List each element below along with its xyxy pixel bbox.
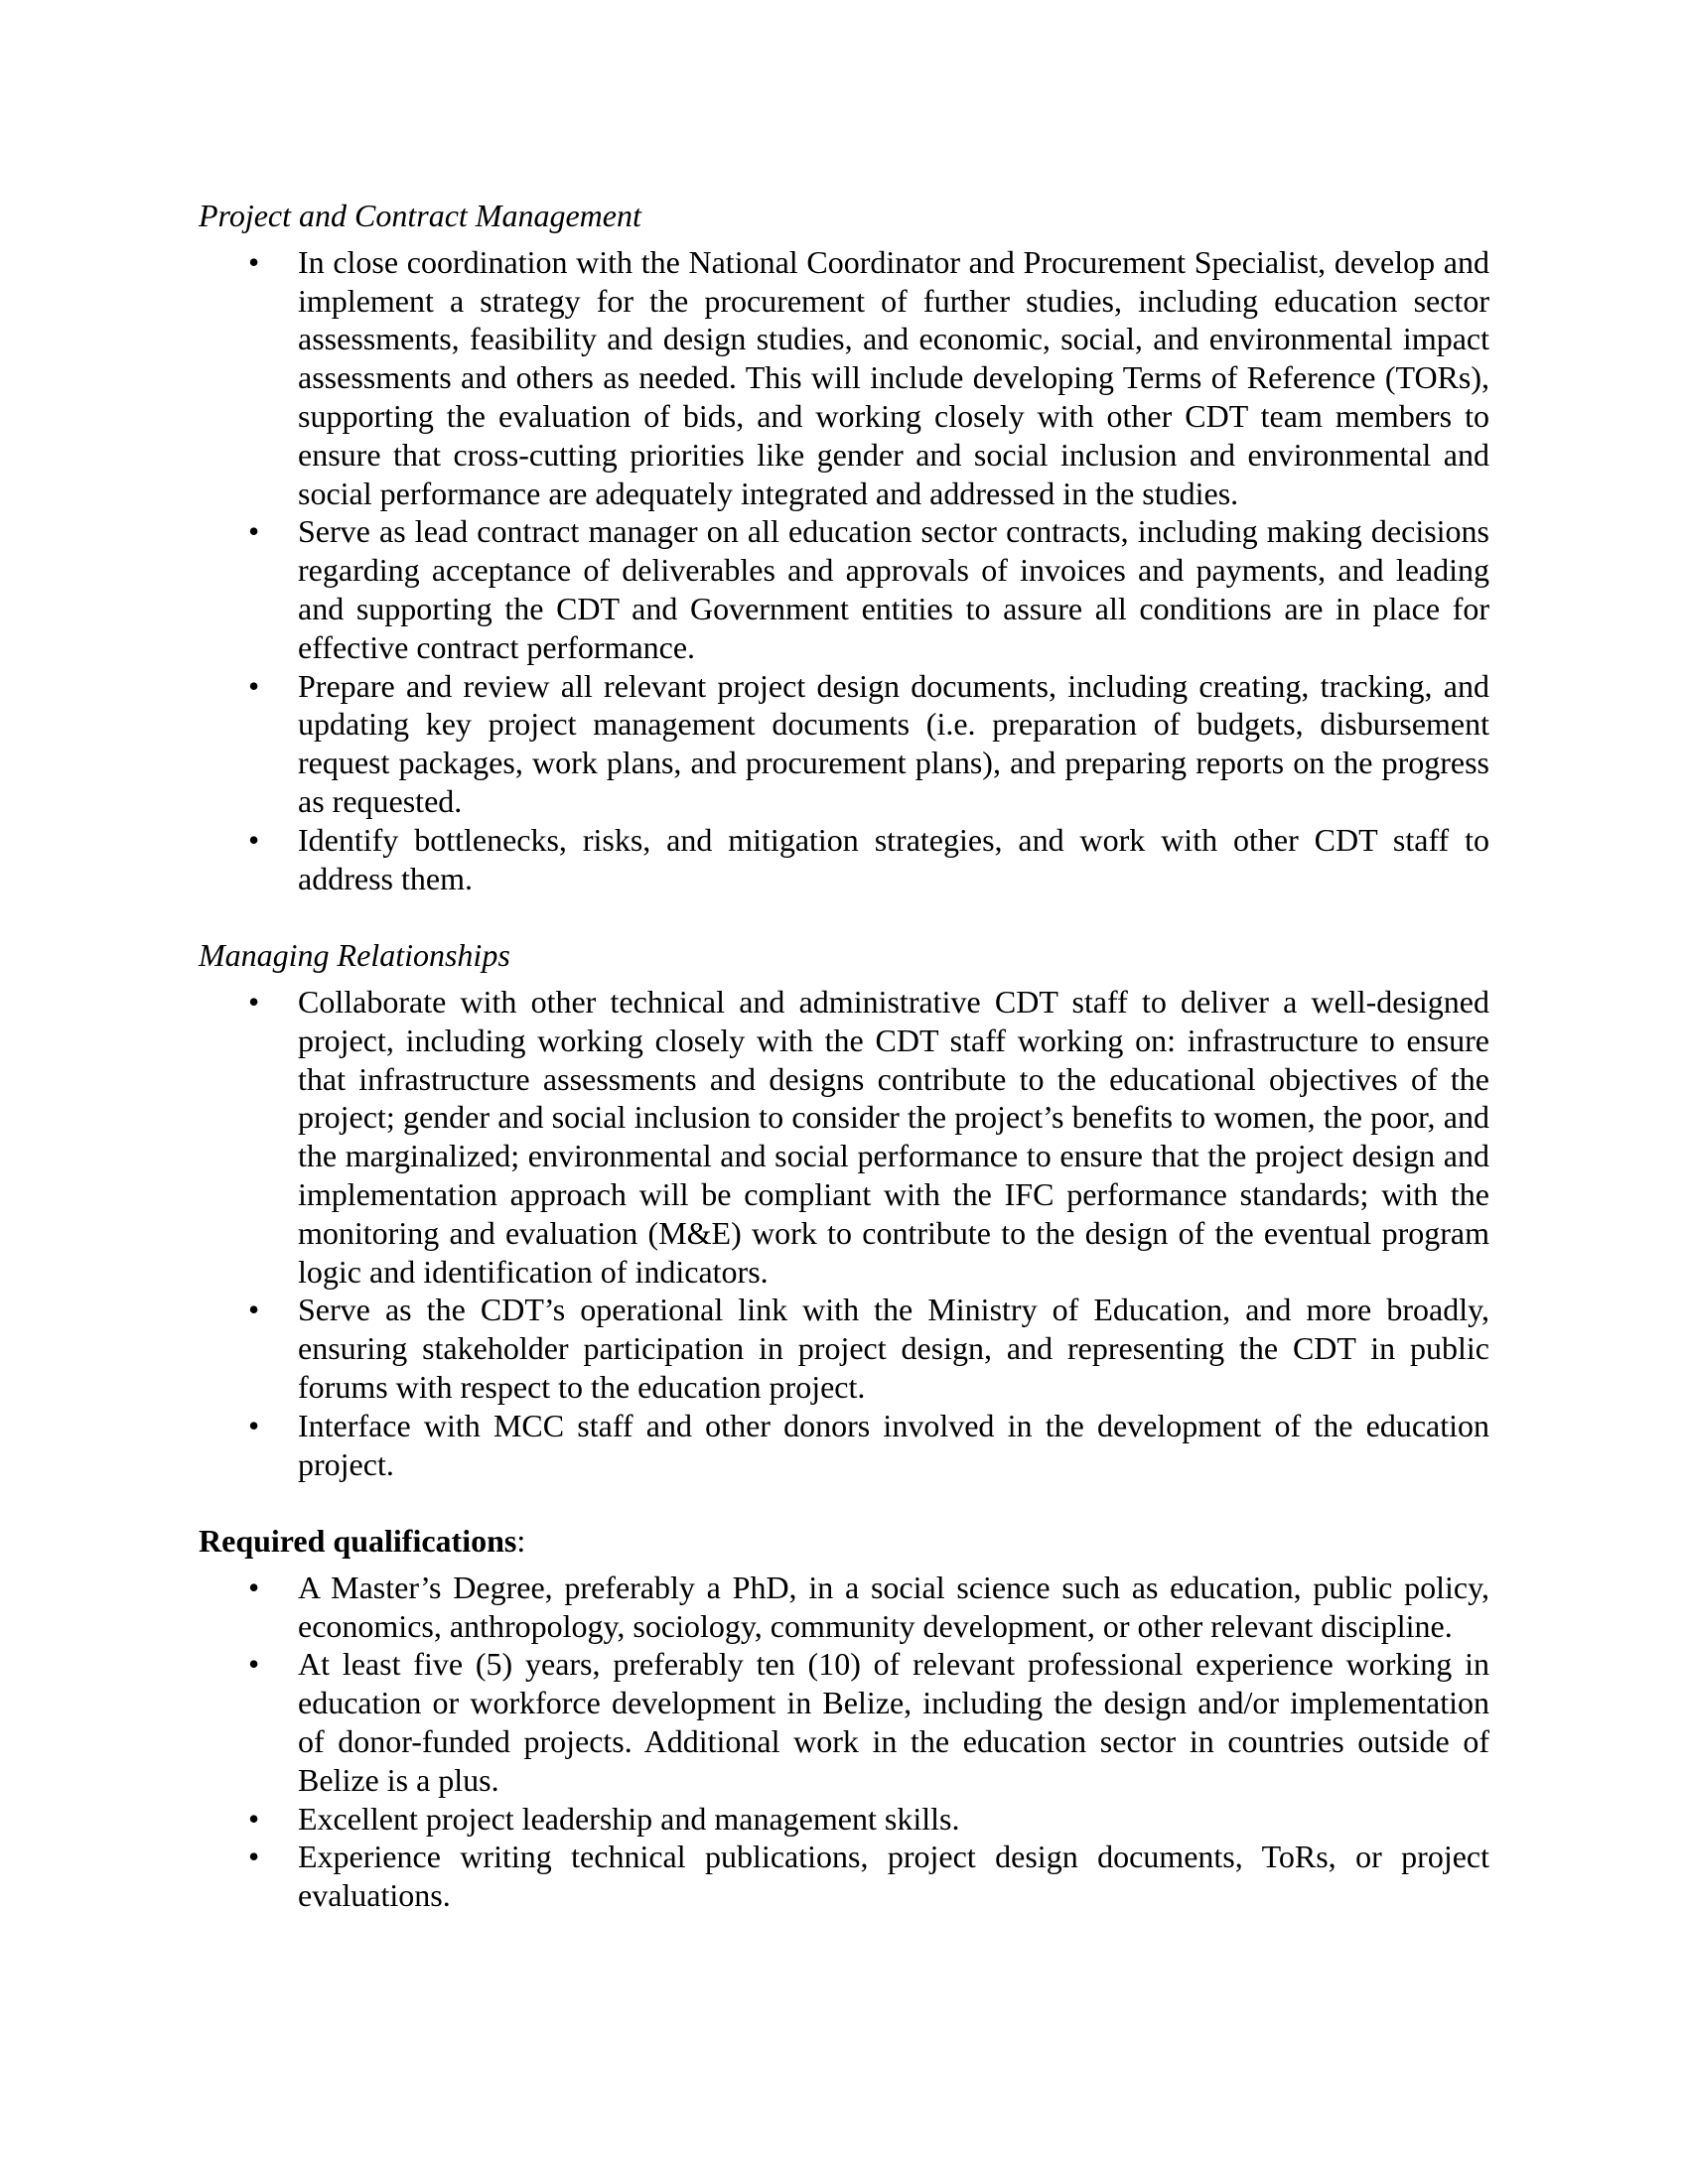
bullet-text: A Master’s Degree, preferably a PhD, in a social science such as education, public policy, economics, anthropology, sociology, community development, or other relevant discipline. — [298, 1569, 1489, 1644]
bullet-icon: • — [248, 1292, 260, 1328]
bullet-icon: • — [248, 667, 260, 704]
bullet-item — [199, 821, 1489, 898]
bullet-item — [199, 1569, 1489, 1646]
section-heading-project-and-contract-management: Project and Contract Management — [199, 198, 641, 233]
bullet-text: At least five (5) years, preferably ten (10) of relevant professional experience working in education or workforce development in Belize, including the design and/or implementation of donor-funded projects. Additional work in the education sector in countries outside of Belize is a plus. — [298, 1646, 1489, 1798]
bullet-item — [199, 1645, 1489, 1799]
bullet-icon: • — [248, 1839, 260, 1875]
heading-colon: : — [516, 1523, 526, 1560]
bullet-icon: • — [248, 1646, 260, 1683]
bullet-icon: • — [248, 1407, 260, 1443]
bullet-list-required-qualifications — [199, 1569, 1489, 1915]
bullet-text: Collaborate with other technical and administrative CDT staff to deliver a well-designed project, including working closely with the CDT staff working on: infrastructure to ensure that infrastructure assessments and designs contribute to the educational objectives of the project; gender and social inclusion to consider the project’s benefits to women, the poor, and the marginalized; environmental and social performance to ensure that the project design and implementation approach will be compliant with the IFC performance standards; with the monitoring and evaluation (M&E) work to contribute to the design of the eventual program logic and identification of indicators. — [298, 983, 1489, 1290]
bullet-text: Excellent project leadership and management skills. — [298, 1800, 960, 1837]
bullet-item — [199, 983, 1489, 1291]
bullet-item — [199, 1407, 1489, 1484]
bullet-icon: • — [248, 821, 260, 858]
bullet-text: Prepare and review all relevant project design documents, including creating, tracking, and updating key project management documents (i.e. preparation of budgets, disbursement request packages, work plans, and procurement plans), and preparing reports on the progress as requested. — [298, 667, 1489, 819]
section-managing-relationships — [199, 936, 1489, 1483]
bullet-item — [199, 1800, 1489, 1839]
bullet-text: Experience writing technical publications, project design documents, ToRs, or project evaluations. — [298, 1839, 1489, 1914]
bullet-item — [199, 512, 1489, 666]
bullet-item — [199, 1291, 1489, 1406]
bullet-item — [199, 1838, 1489, 1915]
bullet-text: In close coordination with the National Coordinator and Procurement Specialist, develop and implement a strategy for the procurement of further studies, including education sector assessments, feasibility and design studies, and economic, social, and environmental impact assessments and others as needed. This will include developing Terms of Reference (TORs), supporting the evaluation of bids, and working closely with other CDT team members to ensure that cross-cutting priorities like gender and social inclusion and environmental and social performance are adequately integrated and addressed in the studies. — [298, 243, 1489, 511]
bullet-list-project-and-contract-management — [199, 243, 1489, 898]
bullet-text: Identify bottlenecks, risks, and mitigation strategies, and work with other CDT staff to address them. — [298, 821, 1489, 896]
bullet-icon: • — [248, 1569, 260, 1605]
bullet-text: Serve as lead contract manager on all education sector contracts, including making decisions regarding acceptance of deliverables and approvals of invoices and payments, and leading and supporting the CDT and Government entities to assure all conditions are in place for effective contract performance. — [298, 513, 1489, 665]
section-project-and-contract-management — [199, 197, 1489, 897]
section-required-qualifications — [199, 1522, 1489, 1915]
heading-label: Required qualifications — [199, 1523, 517, 1560]
section-heading-managing-relationships: Managing Relationships — [199, 937, 510, 974]
bullet-item — [199, 667, 1489, 821]
section-heading-required-qualifications — [199, 1522, 1489, 1561]
bullet-icon: • — [248, 983, 260, 1020]
bullet-icon: • — [248, 243, 260, 280]
bullet-list-managing-relationships — [199, 983, 1489, 1483]
bullet-icon: • — [248, 1800, 260, 1837]
bullet-item — [199, 243, 1489, 513]
bullet-text: Serve as the CDT’s operational link with the Ministry of Education, and more broadly, ensuring stakeholder participation in project design, and representing the CDT in public forums with respect to the education project. — [298, 1292, 1489, 1405]
bullet-icon: • — [248, 513, 260, 550]
bullet-text: Interface with MCC staff and other donors involved in the development of the education project. — [298, 1407, 1489, 1482]
